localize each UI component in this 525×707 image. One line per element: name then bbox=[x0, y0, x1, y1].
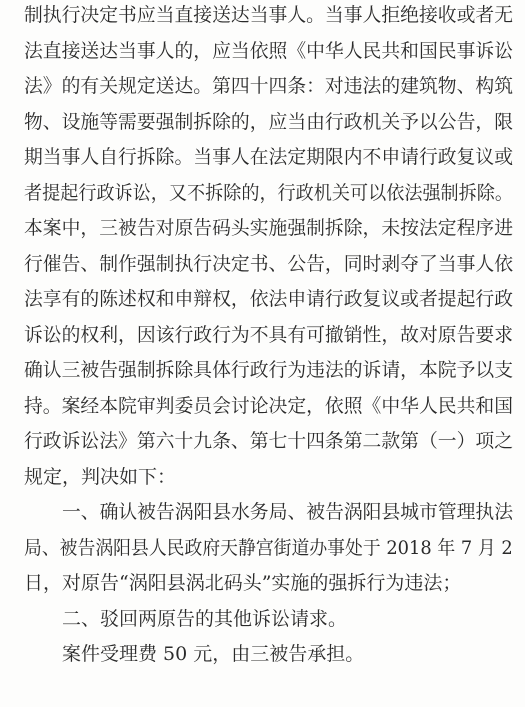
text-line-17: 日，对原告“涡阳县涡北码头”实施的强拆行为违法； bbox=[24, 572, 462, 594]
text-line-12: 持。案经本院审判委员会讨论决定，依照《中华人民共和国 bbox=[24, 395, 514, 417]
text-line-18: 二、驳回两原告的其他诉讼请求。 bbox=[62, 608, 348, 630]
text-line-6: 者提起行政诉讼，又不拆除的，行政机关可以依法强制拆除。 bbox=[24, 182, 514, 204]
text-line-3: 法》的有关规定送达。第四十四条：对违法的建筑物、构筑 bbox=[24, 75, 514, 97]
text-line-10: 诉讼的权利，因该行政行为不具有可撤销性，故对原告要求 bbox=[24, 324, 514, 346]
text-line-15: 一、确认被告涡阳县水务局、被告涡阳县城市管理执法 bbox=[62, 501, 513, 523]
text-line-7: 本案中，三被告对原告码头实施强制拆除，未按法定程序进 bbox=[24, 217, 514, 239]
text-line-9: 法享有的陈述权和申辩权，依法申请行政复议或者提起行政 bbox=[24, 288, 514, 310]
text-line-4: 物、设施等需要强制拆除的，应当由行政机关予以公告，限 bbox=[24, 111, 514, 133]
text-line-1: 制执行决定书应当直接送达当事人。当事人拒绝接收或者无 bbox=[24, 4, 514, 26]
text-line-14: 规定，判决如下： bbox=[24, 466, 177, 488]
text-line-19: 案件受理费 50 元，由三被告承担。 bbox=[62, 643, 365, 665]
text-line-11: 确认三被告强制拆除具体行政行为违法的诉请，本院予以支 bbox=[24, 359, 514, 381]
text-line-2: 法直接送达当事人的，应当依照《中华人民共和国民事诉讼 bbox=[24, 40, 514, 62]
text-line-5: 期当事人自行拆除。当事人在法定期限内不申请行政复议或 bbox=[24, 146, 514, 168]
text-line-16: 局、被告涡阳县人民政府天静宫街道办事处于 2018 年 7 月 2 bbox=[24, 537, 513, 559]
text-line-8: 行催告、制作强制执行决定书、公告，同时剥夺了当事人依 bbox=[24, 253, 514, 275]
text-line-13: 行政诉讼法》第六十九条、第七十四条第二款第（一）项之 bbox=[24, 430, 514, 452]
